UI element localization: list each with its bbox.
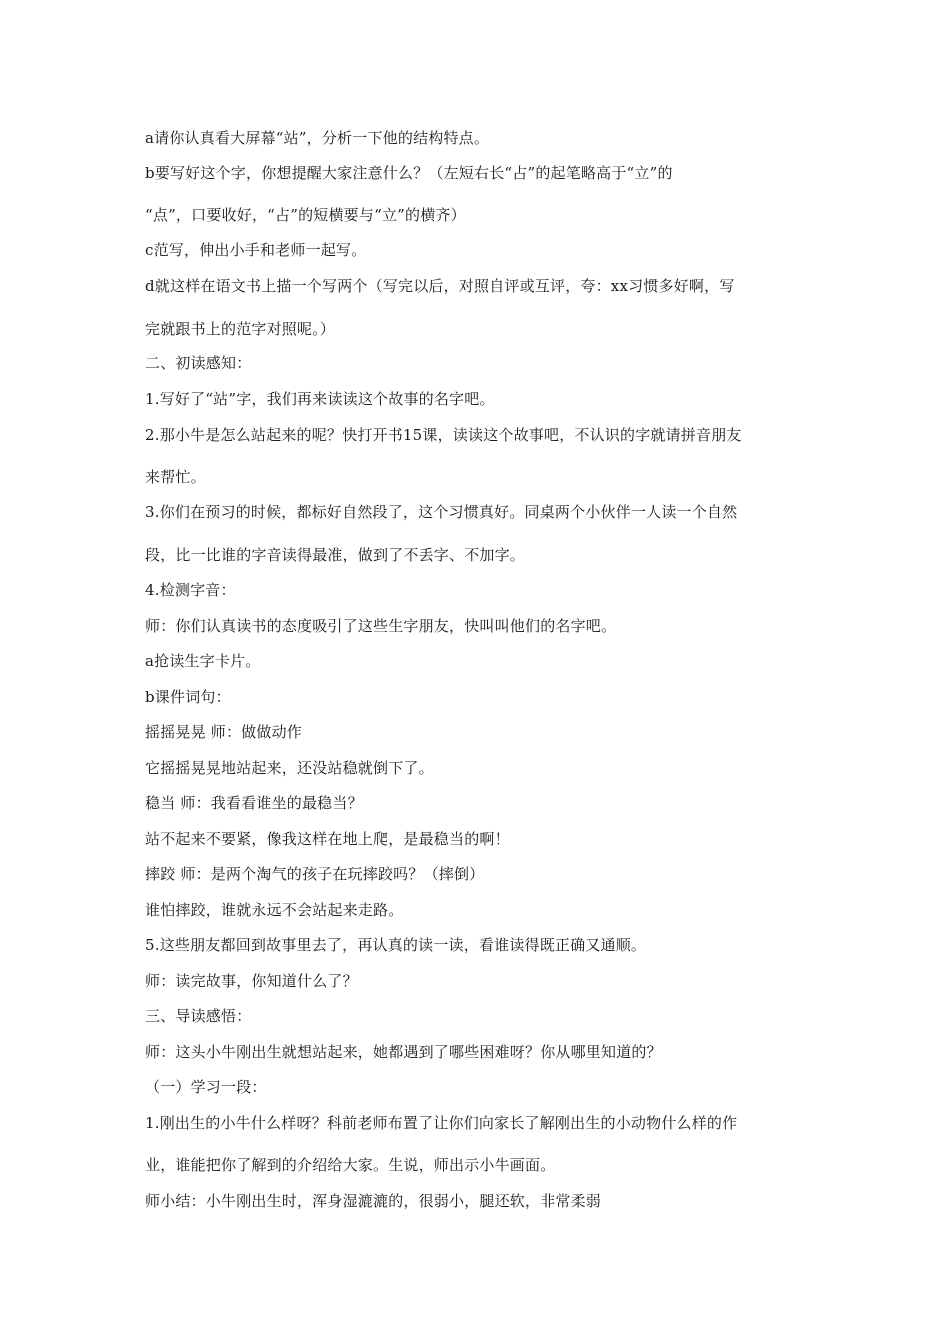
text-line-d-cont: 完就跟书上的范字对照呢。） bbox=[145, 320, 336, 338]
text-line-a2: a抢读生字卡片。 bbox=[145, 652, 261, 670]
text-line-2: 2.那小牛是怎么站起来的呢？快打开书15课，读读这个故事吧，不认识的字就请拼音朋友 bbox=[145, 426, 742, 444]
word-line-1: 摇摇晃晃 师：做做动作 bbox=[145, 723, 302, 741]
text-line-teacher-1: 师：你们认真读书的态度吸引了这些生字朋友，快叫叫他们的名字吧。 bbox=[145, 617, 617, 635]
text-line-summary: 师小结：小牛刚出生时，浑身湿漉漉的，很弱小，腿还软，非常柔弱 bbox=[145, 1192, 602, 1210]
text-line-1: 1.写好了“站”字，我们再来读读这个故事的名字吧。 bbox=[145, 390, 495, 408]
text-line-1b: 1.刚出生的小牛什么样呀？科前老师布置了让你们向家长了解刚出生的小动物什么样的作 bbox=[145, 1114, 738, 1132]
text-line-teacher-2: 师：读完故事，你知道什么了？ bbox=[145, 972, 358, 990]
text-line-4: 4.检测字音： bbox=[145, 581, 236, 599]
sentence-line-3: 谁怕摔跤，谁就永远不会站起来走路。 bbox=[145, 901, 404, 919]
subsection-heading-1: （一）学习一段： bbox=[145, 1078, 267, 1096]
text-line-b: b要写好这个字，你想提醒大家注意什么？（左短右长“占”的起笔略高于“立”的 bbox=[145, 164, 673, 182]
text-line-b-cont: “点”，口要收好，“占”的短横要与“立”的横齐） bbox=[145, 206, 466, 224]
section-heading-2: 二、初读感知： bbox=[145, 354, 252, 372]
text-line-2-cont: 来帮忙。 bbox=[145, 468, 206, 486]
text-line-teacher-3: 师：这头小牛刚出生就想站起来，她都遇到了哪些困难呀？你从哪里知道的？ bbox=[145, 1043, 662, 1061]
text-line-a: a请你认真看大屏幕“站”，分析一下他的结构特点。 bbox=[145, 129, 490, 147]
text-line-3-cont: 段，比一比谁的字音读得最准，做到了不丢字、不加字。 bbox=[145, 546, 526, 564]
word-line-2: 稳当 师：我看看谁坐的最稳当？ bbox=[145, 794, 363, 812]
text-line-c: c范写，伸出小手和老师一起写。 bbox=[145, 241, 367, 259]
word-line-3: 摔跤 师：是两个淘气的孩子在玩摔跤吗？（摔倒） bbox=[145, 865, 485, 883]
sentence-line-2: 站不起来不要紧，像我这样在地上爬，是最稳当的啊！ bbox=[145, 830, 510, 848]
text-line-1b-cont: 业，谁能把你了解到的介绍给大家。生说，师出示小牛画面。 bbox=[145, 1156, 556, 1174]
section-heading-3: 三、导读感悟： bbox=[145, 1007, 252, 1025]
text-line-5: 5.这些朋友都回到故事里去了，再认真的读一读，看谁读得既正确又通顺。 bbox=[145, 936, 647, 954]
sentence-line-1: 它摇摇晃晃地站起来，还没站稳就倒下了。 bbox=[145, 759, 434, 777]
text-line-d: d就这样在语文书上描一个写两个（写完以后，对照自评或互评，夸：xx习惯多好啊，写 bbox=[145, 277, 735, 295]
text-line-3: 3.你们在预习的时候，都标好自然段了，这个习惯真好。同桌两个小伙伴一人读一个自然 bbox=[145, 503, 738, 521]
text-line-b2: b课件词句： bbox=[145, 688, 231, 706]
